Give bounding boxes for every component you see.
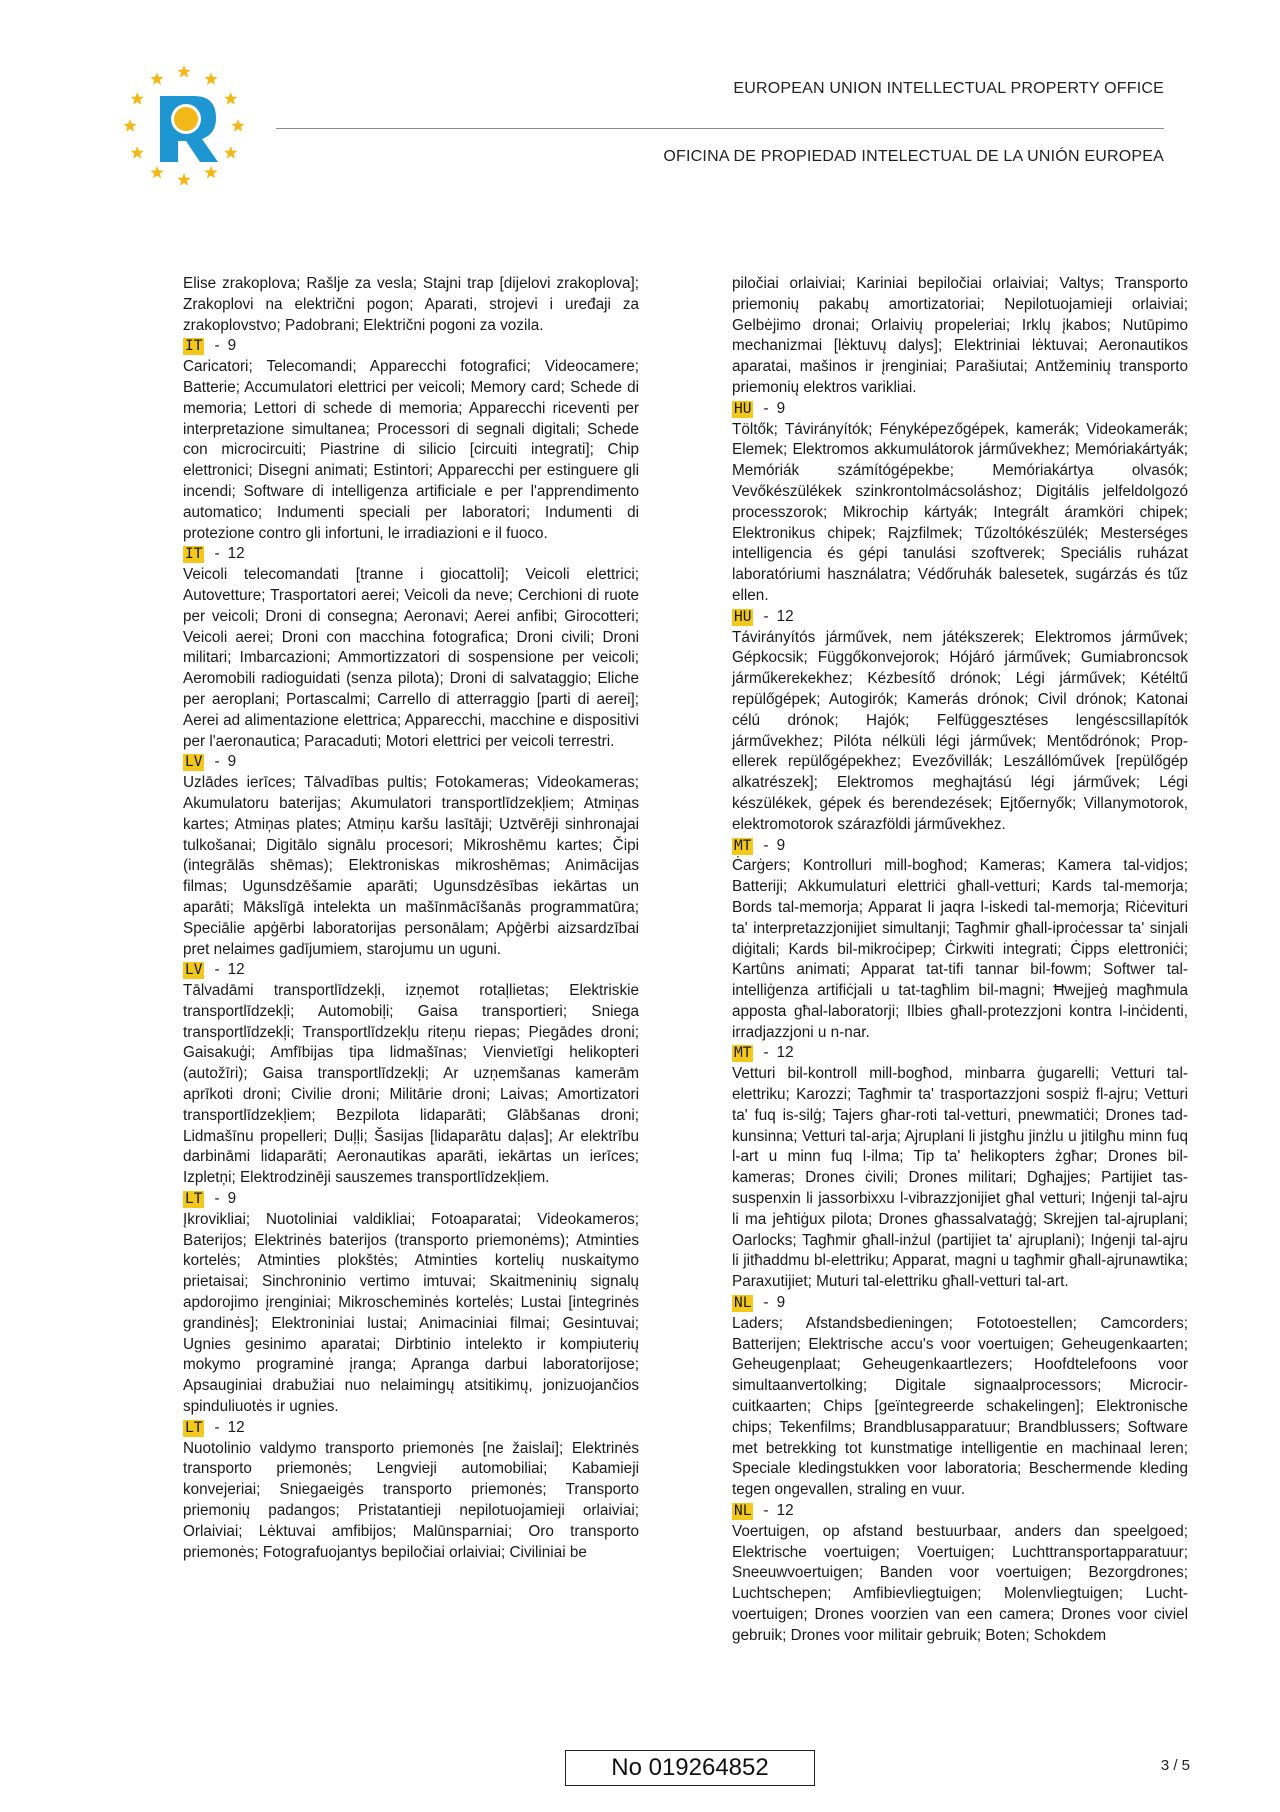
star-icon: [224, 92, 237, 105]
language-tag: LT: [185, 1419, 203, 1436]
class-heading: [732, 836, 1188, 857]
left-column: [183, 274, 639, 1563]
class-number: 12: [227, 961, 245, 979]
goods-list: Vetturi bil-kontroll mill-bogħod, minbarra ġugarelli; Vetturi tal-elettriku; Karozzi; Tagħmir ta' trasportazzjoni sospiż fl-ajru; Vetturi ta' fuq is-silġ; Tajers għar-roti tal-vetturi, pnewmatiċi; Drones tad-kunsinna; Vetturi tal-arja; Ajruplani li jistgħu jinżlu u jitilgħu minn fuq l-art u minn fuq l-ilma; Tip ta' ħelikopters żgħar; Drones bil-kameras; Drones ċivili; Drones militari; Dgħajjes; Partijiet tas-suspenxin li jassorbixxu l-vibrazzjonijiet għal vetturi; Inġenji tal-ajru li ma jeħtiġux pilota; Drones għassalvataġġ; Skrejjen tal-ajruplani; Oarlocks; Tagħmir għall-inżul (partijiet ta' ajruplani); Inġenji tal-ajru li jitħaddmu bl-elettriku; Apparat, magni u tagħmir għall-ajrunawtika; Paraxutijiet; Muturi tal-elettriku għall-vetturi tal-art.: [732, 1065, 1188, 1291]
logo-svg: [120, 62, 248, 190]
class-heading: [732, 1501, 1188, 1522]
language-tag: MT: [734, 1045, 752, 1062]
class-heading: [183, 544, 639, 565]
separator: -: [763, 1044, 769, 1062]
separator: -: [763, 1502, 769, 1520]
continuation-text: Elise zrakoplova; Rašlje za vesla; Stajni trap [dijelovi zrakoplova]; Zrakoplovi na električni pogon; Aparati, strojevi i uređaji za zrakoplovstvo; Padobrani; Električni pogoni za vozila.: [183, 275, 639, 334]
class-number: 9: [227, 1190, 237, 1208]
registration-number: No 019264852: [611, 1754, 769, 1781]
separator: -: [214, 753, 220, 771]
goods-list: Laders; Afstandsbedieningen; Fototoestellen; Camcorders; Batterijen; Elektrische accu's voor voertuigen; Geheugenkaarten; Geheugenplaat; Geheugenkaartlezers; Hoofdtelefoons voor simultaanvertolking; Digitale signaalprocessors; Microcircuitkaarten; Chips [geïntegreerde schakelingen]; Elektronische chips; Tekenfilms; Brandblusapparatuur; Brandblussers; Software met betrekking tot kunstmatige intelligentie en machinaal leren; Speciale kledingstukken voor laboratoria; Beschermende kleding tegen ongevallen, straling en vuur.: [732, 1314, 1188, 1499]
star-icon: [123, 119, 136, 132]
star-icon: [150, 166, 163, 179]
office-name-spanish: OFICINA DE PROPIEDAD INTELECTUAL DE LA UNIÓN EUROPEA: [663, 148, 1164, 165]
class-number: 9: [776, 399, 786, 417]
goods-list: Ċarġers; Kontrolluri mill-bogħod; Kameras; Kamera tal-vidjos; Batteriji; Akkumulaturi elettriċi għall-vetturi; Kards tal-memorja; Bords tal-memorja; Apparat li jaqra l-iskedi tal-memorja; Riċevituri ta' interpretazzjonijiet simultanji; Tagħmir għall-iproċessar ta' sinjali diġitali; Kards bil-mikroċipep; Ċirkwiti integrati; Ċipps elettroniċi; Kartûns animati; Apparat tat-tifi tannar bil-fowm; Softwer tal-intelliġenza artifiċjali u tat-tagħlim bil-magni; Ħwejjeġ magħmula apposta għal-laboratorji; Ilbies għall-protezzjoni kontra l-inċidenti, irradjazzjoni u n-nar.: [732, 857, 1188, 1041]
star-icon: [150, 72, 163, 85]
class-number: 9: [776, 1294, 786, 1312]
class-number: 9: [227, 753, 237, 771]
class-number: 9: [776, 836, 786, 854]
class-number: 9: [227, 337, 237, 355]
goods-list: Távirányítós járművek, nem játékszerek; Elektromos járművek; Gépkocsik; Függőkonvejorok; Hójáró járművek; Gumiabroncsok járműkerekekhez; Kézbesítő drónok; Légi járművek; Kétéltű repülőgépek; Autogirók; Kamerás drónok; Civil drónok; Katonai célú drónok; Hajók; Felfüggesztéses lengéscsillapítók járművekhez; Pilóta nélküli légi járművek; Mentődrónok; Propellerek repülőgépekhez; Evezővillák; Leszállóművek [repülőgép alkatrészek]; Elektromos meghajtású légi járművek; Légi készülékek, gépek és berendezések; Ejtőernyők; Villanymotorok, elektromotorok szárazföldi járművekhez.: [732, 628, 1188, 833]
separator: -: [214, 1418, 220, 1436]
class-heading: [732, 1043, 1188, 1064]
class-number: 12: [227, 1418, 245, 1436]
class-heading: [732, 399, 1188, 420]
goods-list: Tālvadāmi transportlīdzekļi, izņemot rotaļlietas; Elektriskie transportlīdzekļi; Automobiļi; Gaisa transportieri; Sniega transportlīdzekļi; Transportlīdzekļu riteņu riepas; Piegādes droni; Gaisakuģi; Amfībijas tipa lidmašīnas; Vienvietīgi helikopteri (autožīri); Gaisa transportlīdzekļi; Ar uzņemšanas kamerām aprīkoti droni; Civilie droni; Militārie droni; Laivas; Amortizatori transportlīdzekļiem; Bezpilota lidaparāti; Glābšanas droni; Lidmašīnu propelleri; Duļļi; Šasijas [lidaparātu daļas]; Ar elektrību darbināmi lidaparāti; Aeronautikas aparāti, iekārtas un ierīces; Izpletņi; Elektrodzinēji sauszemes transportlīdzekļiem.: [183, 982, 639, 1187]
right-column: [732, 274, 1188, 1647]
right-sections: [732, 399, 1188, 1647]
star-icon: [177, 173, 190, 186]
separator: -: [763, 836, 769, 854]
star-icon: [177, 65, 190, 78]
language-tag: LV: [185, 754, 203, 771]
goods-list: Caricatori; Telecomandi; Apparecchi fotografici; Videocamere; Batterie; Accumulatori elettrici per veicoli; Memory card; Schede di memoria; Lettori di schede di memoria; Apparecchi riceventi per interpretazione simultanea; Processori di segnali digitali; Schede con microcircuiti; Piastrine di silicio [circuiti integrati]; Chip elettronici; Disegni animati; Estintori; Apparecchi per estinguere gli incendi; Software di intelligenza artificiale e per l'apprendimento automatico; Indumenti speciali per laboratori; Indumenti di protezione contro gli infortuni, le irradiazioni e il fuoco.: [183, 358, 639, 542]
goods-list: Įkrovikliai; Nuotoliniai valdikliai; Fotoaparatai; Videokameros; Baterijos; Elektrinės baterijos (transporto priemonėms); Atminties kortelės; Atminties plokštės; Atminties kortelių nuskaitymo prietaisai; Sinchroninio vertimo imtuvai; Skaitmeninių signalų apdorojimo įrenginiai; Mikroscheminės kortelės; Lustai [integrinės grandinės]; Elektroniniai lustai; Animaciniai filmai; Gesintuvai; Ugnies gesinimo aparatai; Dirbtinio intelekto ir kompiuterių mokymo programinė įranga; Apranga darbui laboratorijose; Apsauginiai drabužiai nuo nelaimingų atsitikimų, jonizuojančios spinduliuotės ir ugnies.: [183, 1210, 639, 1416]
language-tag: MT: [734, 837, 752, 854]
language-tag: IT: [185, 546, 203, 563]
separator: -: [763, 399, 769, 417]
star-icon: [204, 166, 217, 179]
separator: -: [214, 337, 220, 355]
language-tag: LV: [185, 962, 203, 979]
star-icon: [224, 146, 237, 159]
goods-list: Nuotolinio valdymo transporto priemonės [ne žaislai]; Elektrinės transporto priemonės; Lengvieji automobiliai; Kabamieji konvejeriai; Sniegaeigės transporto priemonės; Transporto priemonių padangos; Pristatantieji nepilotuojamieji orlaiviai; Orlaiviai; Lėktuvai amfibijos; Malūnsparniai; Oro transporto priemonės; Fotografuojantys bepiločiai orlaiviai; Civiliniai be: [183, 1439, 639, 1561]
language-tag: IT: [185, 338, 203, 355]
class-number: 12: [776, 1502, 794, 1520]
euipo-logo-icon: [120, 62, 248, 190]
office-name-english: EUROPEAN UNION INTELLECTUAL PROPERTY OFFICE: [733, 80, 1164, 97]
class-number: 12: [776, 1044, 794, 1062]
language-tag: NL: [734, 1503, 752, 1520]
class-heading: [183, 752, 639, 773]
goods-list: Veicoli telecomandati [tranne i giocattoli]; Veicoli elettrici; Autovetture; Trasportatori aerei; Veicoli da neve; Cerchioni di ruote per veicoli; Droni di consegna; Aeronavi; Aerei anfibi; Girocotteri; Veicoli aerei; Droni con macchina fotografica; Droni civili; Droni militari; Imbarcazioni; Ammortizzatori di sospensione per veicoli; Aeromobili radioguidati (senza pilota); Droni di salvataggio; Eliche per aeroplani; Portascalmi; Carrello di atterraggio [parti di aerei]; Aerei ad alimentazione elettrica; Apparecchi, macchine e dispositivi per l'aeronautica; Paracaduti; Motori elettrici per veicoli terrestri.: [183, 566, 639, 750]
page-indicator: 3 / 5: [1160, 1757, 1190, 1774]
goods-list: Voertuigen, op afstand bestuurbaar, anders dan speelgoed; Elektrische voertuigen; Voertuigen; Luchttransportapparatuur; Sneeuwvoertuigen; Banden voor voertuigen; Bezorgdrones; Luchtschepen; Amfibievliegtuigen; Molenvliegtuigen; Luchtvoertuigen; Drones voorzien van een camera; Drones voor civiel gebruik; Drones voor militair gebruik; Boten; Schokdem: [732, 1522, 1188, 1644]
separator: -: [214, 545, 220, 563]
language-tag: HU: [734, 608, 752, 625]
class-number: 12: [227, 545, 245, 563]
separator: -: [214, 961, 220, 979]
continuation-text: piločiai orlaiviai; Kariniai bepiločiai orlaiviai; Valtys; Transporto priemonių pakabų amortizatoriai; Nepilotuojamieji orlaiviai; Gelbėjimo dronai; Orlaivių propeleriai; Irklų įkabos; Nutūpimo mechanizmai [lėktuvų dalys]; Elektriniai lėktuvai; Aeronautikos aparatai, mašinos ir įrenginiai; Parašiutai; Antžeminių transporto priemonių elektros varikliai.: [732, 275, 1188, 396]
language-tag: LT: [185, 1191, 203, 1208]
star-icon: [131, 92, 144, 105]
header-divider: [276, 128, 1164, 129]
goods-list: Uzlādes ierīces; Tālvadības pultis; Fotokameras; Videokameras; Akumulatoru baterijas; Akumulatori transportlīdzekļiem; Atmiņas kartes; Atmiņas plates; Atmiņu karšu lasītāji; Uztvērēji sinhronajai tulkošanai; Digitālo signālu procesori; Mikroshēmu kartes; Čipi (integrālās shēmas); Elektroniskas mikroshēmas; Animācijas filmas; Ugunsdzēšamie aparāti; Ugunsdzēsības iekārtas un aparāti; Mākslīgā intelekta un mašīnmācīšanās programmatūra; Speciālie apģērbi laboratorijas personālam; Apģērbi aizsardzībai pret nelaimes gadījumiem, starojumu un uguni.: [183, 774, 639, 958]
star-icon: [204, 72, 217, 85]
separator: -: [763, 607, 769, 625]
class-heading: [183, 336, 639, 357]
separator: -: [763, 1294, 769, 1312]
class-number: 12: [776, 607, 794, 625]
separator: -: [214, 1190, 220, 1208]
star-icon: [231, 119, 244, 132]
class-heading: [183, 960, 639, 981]
language-tag: HU: [734, 400, 752, 417]
class-heading: [183, 1418, 639, 1439]
left-sections: [183, 336, 639, 1563]
registration-number-box: [565, 1750, 815, 1786]
goods-list: Töltők; Távirányítók; Fényképezőgépek, kamerák; Videokamerák; Elemek; Elektromos akkumulátorok járművekhez; Memóriakártyák; Memóriák számítógépekbe; Memóriakártya olvasók; Vevőkészülékek szinkrontolmácsoláshoz; Digitális jelfeldolgozó processzorok; Mikrochip kártyák; Integrált áramköri chipek; Elektronikus chipek; Rajzfilmek; Tűzoltókészülék; Mesterséges intelligencia és gépi tanulási szoftverek; Speciális ruházat laboratóriumi használatra; Védőruhák balesetek, sugárzás és tűz ellen.: [732, 420, 1188, 604]
star-icon: [131, 146, 144, 159]
class-heading: [183, 1189, 639, 1210]
language-tag: NL: [734, 1295, 752, 1312]
class-heading: [732, 607, 1188, 628]
class-heading: [732, 1293, 1188, 1314]
